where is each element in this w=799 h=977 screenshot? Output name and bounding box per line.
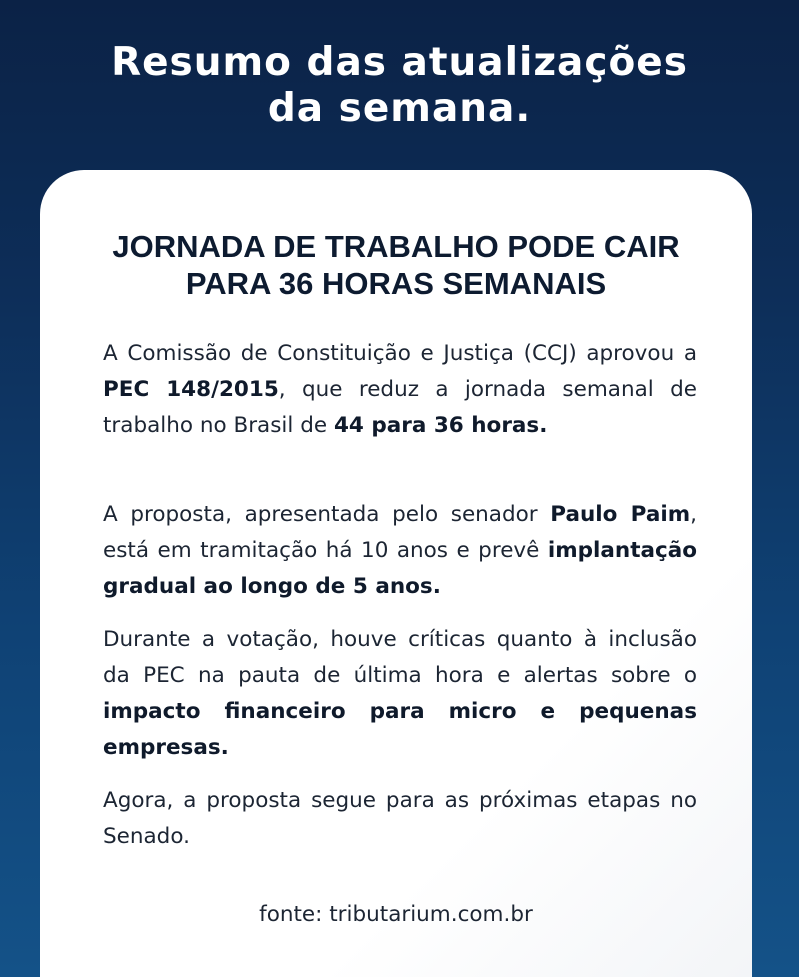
paragraph-text: Durante a votação, houve críticas quanto à inclusão da PEC na pauta de última hora e alertas sobre o [103,627,697,688]
header-title-line-1: Resumo das atualizações [111,40,688,85]
headline-line-1: JORNADA DE TRABALHO PODE CAIR [112,229,680,264]
paragraph-vote-criticism [103,622,697,766]
news-card [40,170,752,977]
paragraph-text: A Comissão de Constituição e Justiça (CCJ) aprovou a [103,341,697,366]
highlight-financial-impact: impacto financeiro para micro e pequenas empresas. [103,699,697,760]
page-header-title [0,40,799,132]
paragraph-text: , está em tramitação há 10 anos e prevê [103,502,697,563]
paragraph-text: Agora, a proposta segue para as próximas etapas no Senado. [103,788,697,849]
paragraph-text: , que reduz a jornada semanal de trabalho no Brasil de [103,377,697,438]
source-credit: fonte: tributarium.com.br [259,902,533,927]
highlight-hours-change: 44 para 36 horas. [333,413,548,438]
news-headline [40,228,752,302]
header-title-line-2: da semana. [267,86,532,131]
highlight-senator-name: Paulo Paim [550,502,691,527]
highlight-gradual-implementation: implantação gradual ao longo de 5 anos. [103,538,697,599]
paragraph-next-steps [103,783,697,855]
paragraph-text: A proposta, apresentada pelo senador [103,502,551,527]
headline-line-2: PARA 36 HORAS SEMANAIS [185,266,607,301]
paragraph-ccj-approval [103,336,697,444]
highlight-pec-number: PEC 148/2015 [103,377,279,402]
paragraph-proposal-author [103,497,697,605]
